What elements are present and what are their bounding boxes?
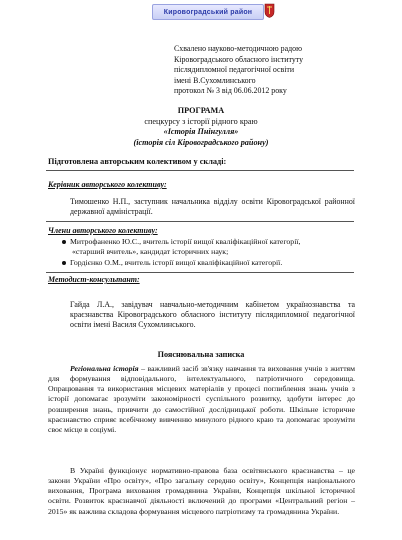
title-line: ПРОГРАМА: [177, 106, 225, 115]
approval-line: Кіровоградського обласного інституту: [174, 54, 304, 64]
approval-line: Схвалено науково-методичною радою: [174, 44, 302, 53]
approval-line: післядипломної педагогічної освіти: [174, 65, 295, 75]
regional-history-term: Регіональна історія: [70, 364, 139, 373]
leader-text: Тимошенко Н.П., заступник начальника відділу освіти Кіровоградської районної державної адміністрації.: [70, 197, 355, 217]
prepared-by-heading: Підготовлена авторським колективом у складі:: [48, 157, 227, 166]
bullet-icon: [62, 261, 66, 265]
member-item: Гордієнко О.М., вчитель історії вищої кваліфікаційної категорії.: [62, 258, 282, 268]
approval-block: [174, 44, 394, 97]
bullet-icon: [62, 240, 66, 244]
body-paragraph: Регіональна історія – важливий засіб зв'язку навчання та виховання учнів з життям для формування відповідального, інтелектуального, патріотичного середовища. Опрацювання та використання місцевих матеріалів у процесі поглиблення знань учнів з історії допомагає зрозуміти закономірності суспільного розвитку, здобути інтерес до розширення знань, привчити до самостійної дослідницької роботи. Шкільне історичне краєзнавство сприяє всебічному вивченню минулого рідного краю та допомагає зрозуміти своє місце в соціумі.: [48, 364, 355, 434]
divider: [46, 170, 354, 171]
divider: [46, 221, 354, 222]
coat-of-arms-icon: [264, 3, 275, 18]
body-paragraph: В Україні функціонує нормативно-правова база освітянського краєзнавства – це закони України «Про освіту», «Про загальну середню освіту», Концепція національного виховання, Програма виховання громадянина України, Концепція шкільної історичної освіти. Розвиток краєзнавчої діяльності включений до програми «Центральний регіон – 2015» як важлива складова формування місцевого патріотизму та громадянина України.: [48, 466, 355, 516]
title-line: «Історія Пнінгулля»: [163, 127, 239, 137]
member-item: Митрофаненко Ю.С., вчитель історії вищої кваліфікаційної категорії,: [62, 237, 300, 247]
divider: [46, 272, 354, 273]
section-title: Пояснювальна записка: [157, 350, 245, 359]
approval-line: імені В.Сухомлинського: [174, 75, 256, 85]
consultant-label: Методист-консультант:: [48, 275, 140, 284]
title-line: спецкурсу з історії рідного краю: [144, 116, 258, 126]
banner-text: Кировоградський район: [163, 8, 253, 16]
approval-line: протокол № 3 від 06.06.2012 року: [174, 86, 287, 96]
member-item-continued: «старший вчитель», кандидат історичних наук;: [72, 247, 229, 256]
consultant-text: Гайда Л.А., завідувач навчально-методичним кабінетом українознавства та краєзнавства Кіровоградського обласного інституту післядипломної педагогічної освіти імені Василя Сухомлинського.: [70, 300, 355, 330]
title-line: (історія сіл Кіровоградського району): [133, 137, 269, 147]
program-title: [0, 106, 402, 148]
leader-label: Керівник авторського колективу:: [48, 180, 167, 189]
header-banner: [152, 4, 264, 20]
members-label: Члени авторського колективу:: [48, 226, 158, 235]
